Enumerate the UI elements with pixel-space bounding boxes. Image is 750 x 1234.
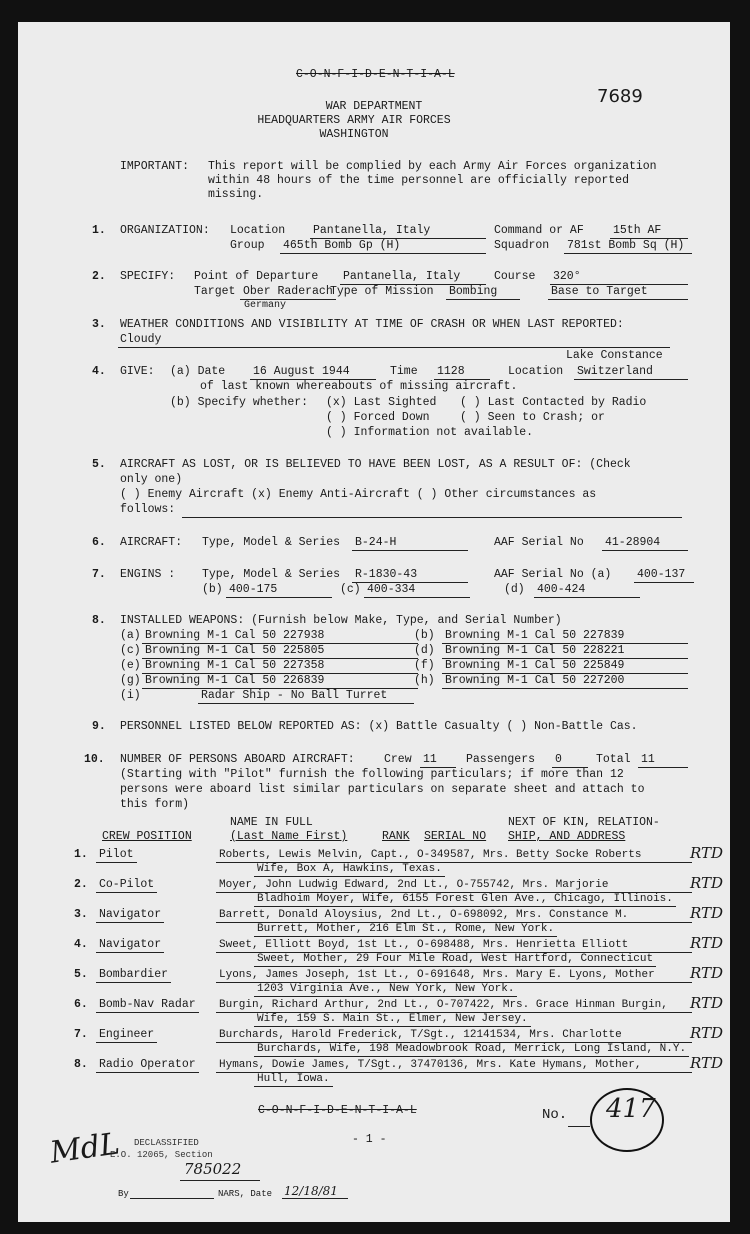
s7-c: 400-334 xyxy=(364,583,470,598)
crew-row-rtd-mark: RTD xyxy=(690,1024,724,1042)
crew-header-name1: NAME IN FULL xyxy=(230,816,313,829)
s10-crew: 11 xyxy=(420,753,456,768)
s6-type-label: Type, Model & Series xyxy=(202,536,341,549)
s7-type: R-1830-43 xyxy=(352,568,468,583)
s1-location: Pantanella, Italy xyxy=(310,224,486,239)
s4-location: Switzerland xyxy=(574,365,688,380)
s4-time-label: Time xyxy=(390,365,418,378)
crew-row-number: 8. xyxy=(74,1058,88,1071)
s7-b: 400-175 xyxy=(226,583,332,598)
s4-num: 4. xyxy=(92,365,106,378)
important-line2: within 48 hours of the time personnel are officially reported xyxy=(208,174,629,187)
page-number: - 1 - xyxy=(352,1133,387,1146)
crew-header-serial: SERIAL NO xyxy=(424,830,487,843)
crew-row-position: Pilot xyxy=(96,848,137,863)
s4-opt5: ( ) Information not available. xyxy=(326,426,534,439)
s8-label: INSTALLED WEAPONS: (Furnish below Make, Type, and Serial Number) xyxy=(120,614,562,627)
s9-text: PERSONNEL LISTED BELOW REPORTED AS: (x) Battle Casualty ( ) Non-Battle Cas. xyxy=(120,720,638,733)
crew-row-position: Bomb-Nav Radar xyxy=(96,998,199,1013)
s10-crew-label: Crew xyxy=(384,753,412,766)
crew-row-line1: Sweet, Elliott Boyd, 1st Lt., O-698488, Mrs. Henrietta Elliott xyxy=(216,938,692,953)
weapon-h-key: (h) xyxy=(414,674,435,687)
s4-time: 1128 xyxy=(434,365,490,380)
s1-squadron-label: Squadron xyxy=(494,239,550,252)
crew-row-number: 2. xyxy=(74,878,88,891)
declass-number: 785022 xyxy=(184,1160,242,1178)
header-line3: WASHINGTON xyxy=(319,128,389,141)
s10-pass: 0 xyxy=(552,753,588,768)
s1-squadron: 781st Bomb Sq (H) xyxy=(564,239,692,254)
s1-label: ORGANIZATION: xyxy=(120,224,210,237)
crew-row-line2: Bladhoim Moyer, Wife, 6155 Forest Glen Ave., Chicago, Illinois. xyxy=(254,892,676,907)
s10-pass-label: Passengers xyxy=(466,753,536,766)
important-line1: This report will be complied by each Army Air Forces organization xyxy=(208,160,657,173)
crew-row-number: 6. xyxy=(74,998,88,1011)
crew-header-kin1: NEXT OF KIN, RELATION- xyxy=(508,816,660,829)
s1-num: 1. xyxy=(92,224,106,237)
weapon-e: Browning M-1 Cal 50 227358 xyxy=(142,659,418,674)
crew-row-rtd-mark: RTD xyxy=(690,994,724,1012)
s2-course-label: Course xyxy=(494,270,536,283)
s4-opt3: ( ) Forced Down xyxy=(326,411,430,424)
classification-top: C-O-N-F-I-D-E-N-T-I-A-L xyxy=(296,68,455,81)
crew-row-line2: Burrett, Mother, 216 Elm St., Rome, New York. xyxy=(254,922,557,937)
s1-command-label: Command or AF xyxy=(494,224,584,237)
weapon-d-key: (d) xyxy=(414,644,435,657)
crew-row-position: Navigator xyxy=(96,938,164,953)
s5-line3: ( ) Enemy Aircraft (x) Enemy Anti-Aircraft ( ) Other circumstances as xyxy=(120,488,597,501)
crew-row-number: 4. xyxy=(74,938,88,951)
s2-course: 320° xyxy=(550,270,688,285)
s7-serial-label: AAF Serial No (a) xyxy=(494,568,612,581)
header-line1: WAR DEPARTMENT xyxy=(325,100,423,113)
weapon-h: Browning M-1 Cal 50 227200 xyxy=(442,674,688,689)
s2-base-to-target: Base to Target xyxy=(548,285,688,300)
crew-row-line1: Roberts, Lewis Melvin, Capt., O-349587, Mrs. Betty Socke Roberts xyxy=(216,848,692,863)
s4-date: 16 August 1944 xyxy=(250,365,376,380)
s5-line4: follows: xyxy=(120,503,176,516)
crew-header-kin2: SHIP, AND ADDRESS xyxy=(508,830,626,843)
s2-num: 2. xyxy=(92,270,106,283)
crew-row-line1: Moyer, John Ludwig Edward, 2nd Lt., O-755742, Mrs. Marjorie xyxy=(216,878,692,893)
s7-c-label: (c) xyxy=(340,583,361,596)
weapon-f: Browning M-1 Cal 50 225849 xyxy=(442,659,688,674)
s2-target-label: Target xyxy=(194,285,236,298)
crew-row-rtd-mark: RTD xyxy=(690,874,724,892)
crew-row-number: 7. xyxy=(74,1028,88,1041)
crew-row-position: Radio Operator xyxy=(96,1058,199,1073)
weapon-i-key: (i) xyxy=(120,689,141,702)
crew-row-line2: Wife, 159 S. Main St., Elmer, New Jersey. xyxy=(254,1012,531,1027)
s4-a: (a) Date xyxy=(170,365,226,378)
crew-row-line2: Burchards, Wife, 198 Meadowbrook Road, Merrick, Long Island, N.Y. xyxy=(254,1042,689,1057)
weapon-e-key: (e) xyxy=(120,659,141,672)
weapon-b-key: (b) xyxy=(414,629,435,642)
weapon-i: Radar Ship - No Ball Turret xyxy=(198,689,414,704)
s7-d-label: (d) xyxy=(504,583,525,596)
crew-row-line2: 1203 Virginia Ave., New York, New York. xyxy=(254,982,517,997)
weapon-f-key: (f) xyxy=(414,659,435,672)
crew-header-position: CREW POSITION xyxy=(102,830,192,843)
s1-group-label: Group xyxy=(230,239,265,252)
s10-line3: persons were aboard list similar particulars on separate sheet and attach to xyxy=(120,783,645,796)
s1-group: 465th Bomb Gp (H) xyxy=(280,239,486,254)
s8-num: 8. xyxy=(92,614,106,627)
s5-num: 5. xyxy=(92,458,106,471)
s1-command: 15th AF xyxy=(610,224,688,239)
declass-date: 12/18/81 xyxy=(284,1184,338,1198)
s3-num: 3. xyxy=(92,318,106,331)
s6-type: B-24-H xyxy=(352,536,468,551)
important-label: IMPORTANT: xyxy=(120,160,190,173)
s4-opt2: ( ) Last Contacted by Radio xyxy=(460,396,647,409)
crew-row-line1: Lyons, James Joseph, 1st Lt., O-691648, Mrs. Mary E. Lyons, Mother xyxy=(216,968,692,983)
s10-num: 10. xyxy=(84,753,105,766)
s10-total: 11 xyxy=(638,753,688,768)
crew-row-position: Navigator xyxy=(96,908,164,923)
s5-line1: AIRCRAFT AS LOST, OR IS BELIEVED TO HAVE BEEN LOST, AS A RESULT OF: (Check xyxy=(120,458,631,471)
crew-row-rtd-mark: RTD xyxy=(690,1054,724,1072)
initials-signature: MdL xyxy=(47,1126,122,1171)
s9-num: 9. xyxy=(92,720,106,733)
s4-opt4: ( ) Seen to Crash; or xyxy=(460,411,605,424)
doc-number: 7689 xyxy=(597,86,643,107)
s6-num: 6. xyxy=(92,536,106,549)
s4-a2: of last known whereabouts of missing aircraft. xyxy=(200,380,518,393)
s4-b: (b) Specify whether: xyxy=(170,396,309,409)
s6-serial: 41-28904 xyxy=(602,536,688,551)
declass-line1: DECLASSIFIED xyxy=(134,1138,199,1148)
s10-line4: this form) xyxy=(120,798,190,811)
header-line2: HEADQUARTERS ARMY AIR FORCES xyxy=(257,114,451,127)
crew-row-rtd-mark: RTD xyxy=(690,904,724,922)
weapon-d: Browning M-1 Cal 50 228221 xyxy=(442,644,688,659)
classification-bottom: C-O-N-F-I-D-E-N-T-I-A-L xyxy=(258,1104,417,1117)
s7-a: 400-137 xyxy=(634,568,694,583)
weapon-c-key: (c) xyxy=(120,644,141,657)
circled-number: 417 xyxy=(606,1094,656,1124)
crew-row-position: Bombardier xyxy=(96,968,171,983)
s2-target-country: Germany xyxy=(244,300,287,311)
crew-row-rtd-mark: RTD xyxy=(690,934,724,952)
crew-header-rank: RANK xyxy=(382,830,410,843)
weapon-a: Browning M-1 Cal 50 227938 xyxy=(142,629,418,644)
s7-d: 400-424 xyxy=(534,583,640,598)
crew-header-name2: (Last Name First) xyxy=(230,830,348,843)
crew-row-rtd-mark: RTD xyxy=(690,964,724,982)
weapon-c: Browning M-1 Cal 50 225805 xyxy=(142,644,418,659)
weapon-a-key: (a) xyxy=(120,629,141,642)
crew-row-line1: Burgin, Richard Arthur, 2nd Lt., O-707422, Mrs. Grace Hinman Burgin, xyxy=(216,998,692,1013)
important-line3: missing. xyxy=(208,188,264,201)
crew-row-number: 1. xyxy=(74,848,88,861)
s4-opt1: (x) Last Sighted xyxy=(326,396,437,409)
s1-location-label: Location xyxy=(230,224,286,237)
crew-row-position: Engineer xyxy=(96,1028,157,1043)
crew-row-line2: Hull, Iowa. xyxy=(254,1072,333,1087)
s6-label: AIRCRAFT: xyxy=(120,536,183,549)
declass-by: By xyxy=(118,1189,129,1199)
crew-row-number: 5. xyxy=(74,968,88,981)
s2-mission: Bombing xyxy=(446,285,520,300)
s2-departure: Pantanella, Italy xyxy=(340,270,486,285)
weapon-g: Browning M-1 Cal 50 226839 xyxy=(142,674,418,689)
s4-label: GIVE: xyxy=(120,365,155,378)
s2-label: SPECIFY: xyxy=(120,270,176,283)
s2-mission-label: Type of Mission xyxy=(330,285,434,298)
crew-row-line1: Barrett, Donald Aloysius, 2nd Lt., O-698092, Mrs. Constance M. xyxy=(216,908,692,923)
crew-row-rtd-mark: RTD xyxy=(690,844,724,862)
s2-departure-label: Point of Departure xyxy=(194,270,319,283)
s10-line2: (Starting with "Pilot" furnish the following particulars; if more than 12 xyxy=(120,768,624,781)
s3-label: WEATHER CONDITIONS AND VISIBILITY AT TIME OF CRASH OR WHEN LAST REPORTED: xyxy=(120,318,624,331)
document-page xyxy=(18,22,730,1222)
crew-row-line1: Hymans, Dowie James, T/Sgt., 37470136, Mrs. Kate Hymans, Mother, xyxy=(216,1058,692,1073)
declass-line2: E.O. 12065, Section xyxy=(110,1150,213,1160)
crew-row-number: 3. xyxy=(74,908,88,921)
crew-row-line2: Sweet, Mother, 29 Four Mile Road, West Hartford, Connecticut xyxy=(254,952,656,967)
weapon-g-key: (g) xyxy=(120,674,141,687)
crew-row-line1: Burchards, Harold Frederick, T/Sgt., 12141534, Mrs. Charlotte xyxy=(216,1028,692,1043)
crew-row-position: Co-Pilot xyxy=(96,878,157,893)
s7-b-label: (b) xyxy=(202,583,223,596)
s10-total-label: Total xyxy=(596,753,631,766)
s10-label: NUMBER OF PERSONS ABOARD AIRCRAFT: xyxy=(120,753,355,766)
crew-row-line2: Wife, Box A, Hawkins, Texas. xyxy=(254,862,445,877)
s4-location-above: Lake Constance xyxy=(566,349,663,362)
s6-serial-label: AAF Serial No xyxy=(494,536,584,549)
s7-label: ENGINS : xyxy=(120,568,176,581)
s7-num: 7. xyxy=(92,568,106,581)
s7-type-label: Type, Model & Series xyxy=(202,568,341,581)
number-label: No. xyxy=(542,1107,568,1123)
declass-nars: NARS, Date xyxy=(218,1189,273,1199)
s2-target: Ober Raderach xyxy=(240,285,336,300)
weapon-b: Browning M-1 Cal 50 227839 xyxy=(442,629,688,644)
s4-location-label: Location xyxy=(508,365,564,378)
s5-line2: only one) xyxy=(120,473,183,486)
s3-value: Cloudy xyxy=(120,333,162,346)
